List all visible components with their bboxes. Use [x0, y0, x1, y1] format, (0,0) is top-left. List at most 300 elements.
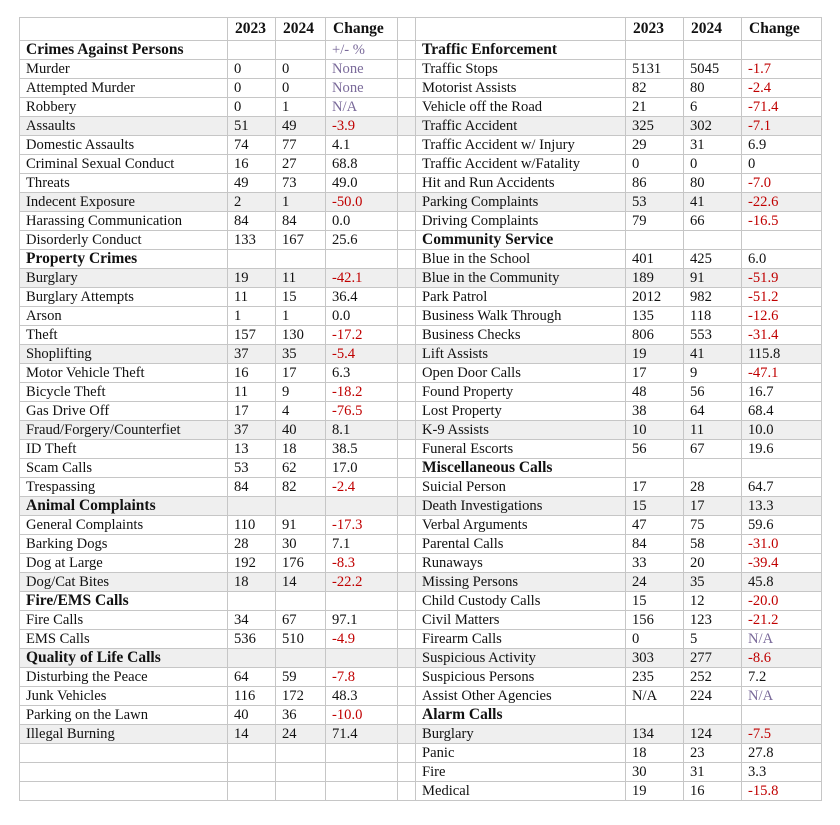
right-change-value: 19.6 — [742, 440, 822, 459]
right-value-2024: 64 — [684, 402, 742, 421]
right-value-2023: 53 — [626, 193, 684, 212]
column-gap — [398, 41, 416, 60]
right-change-value: 115.8 — [742, 345, 822, 364]
right-value-2023: 17 — [626, 364, 684, 383]
left-row-label: Bicycle Theft — [20, 383, 228, 402]
table-row — [20, 573, 822, 592]
table-row — [20, 174, 822, 193]
left-change-value — [326, 497, 398, 516]
column-gap — [398, 497, 416, 516]
table-row — [20, 383, 822, 402]
left-row-label: Barking Dogs — [20, 535, 228, 554]
left-value-2024: 17 — [276, 364, 326, 383]
right-value-2024: 80 — [684, 79, 742, 98]
right-row-label: Vehicle off the Road — [416, 98, 626, 117]
left-row-label: Criminal Sexual Conduct — [20, 155, 228, 174]
left-category-header — [20, 18, 228, 41]
right-row-label: Child Custody Calls — [416, 592, 626, 611]
left-row-label: Burglary Attempts — [20, 288, 228, 307]
left-change-value: 71.4 — [326, 725, 398, 744]
right-value-2024: 20 — [684, 554, 742, 573]
right-change-value — [742, 231, 822, 250]
right-row-label: Driving Complaints — [416, 212, 626, 231]
right-value-2024: 41 — [684, 193, 742, 212]
table-row — [20, 516, 822, 535]
left-change-value: 97.1 — [326, 611, 398, 630]
right-change-value: -8.6 — [742, 649, 822, 668]
right-value-2024: 31 — [684, 763, 742, 782]
left-value-2023: 16 — [228, 155, 276, 174]
table-row — [20, 459, 822, 478]
right-value-2023: 134 — [626, 725, 684, 744]
left-change-value: -7.8 — [326, 668, 398, 687]
table-row — [20, 725, 822, 744]
right-change-value: -7.1 — [742, 117, 822, 136]
right-value-2023 — [626, 706, 684, 725]
right-value-2023: 84 — [626, 535, 684, 554]
left-value-2023: 17 — [228, 402, 276, 421]
right-row-label: Business Checks — [416, 326, 626, 345]
column-gap — [398, 307, 416, 326]
right-value-2023: 18 — [626, 744, 684, 763]
right-value-2023 — [626, 459, 684, 478]
right-value-2024: 17 — [684, 497, 742, 516]
right-value-2024 — [684, 41, 742, 60]
left-value-2024: 67 — [276, 611, 326, 630]
right-value-2023: 15 — [626, 592, 684, 611]
right-row-label: Parking Complaints — [416, 193, 626, 212]
left-row-label: Disturbing the Peace — [20, 668, 228, 687]
left-change-value: 48.3 — [326, 687, 398, 706]
right-change-value: -15.8 — [742, 782, 822, 801]
column-gap — [398, 440, 416, 459]
left-row-label: Fire Calls — [20, 611, 228, 630]
left-change-value: -8.3 — [326, 554, 398, 573]
left-value-2024: 40 — [276, 421, 326, 440]
table-row — [20, 307, 822, 326]
left-value-2023: 157 — [228, 326, 276, 345]
left-row-label: Scam Calls — [20, 459, 228, 478]
left-value-2023: 37 — [228, 421, 276, 440]
left-value-2024: 172 — [276, 687, 326, 706]
right-row-label: Traffic Stops — [416, 60, 626, 79]
right-change-header: Change — [742, 18, 822, 41]
left-change-value: 68.8 — [326, 155, 398, 174]
left-row-label: Dog at Large — [20, 554, 228, 573]
left-value-2023: 536 — [228, 630, 276, 649]
left-change-value: 36.4 — [326, 288, 398, 307]
left-value-2023: 116 — [228, 687, 276, 706]
left-value-2024: 1 — [276, 193, 326, 212]
left-value-2023: 53 — [228, 459, 276, 478]
right-change-value: N/A — [742, 687, 822, 706]
left-value-2023: 11 — [228, 288, 276, 307]
column-gap — [398, 725, 416, 744]
left-value-2023: 18 — [228, 573, 276, 592]
left-value-2023: 37 — [228, 345, 276, 364]
right-value-2024: 16 — [684, 782, 742, 801]
left-value-2023: 1 — [228, 307, 276, 326]
right-change-value: 13.3 — [742, 497, 822, 516]
right-row-label: Park Patrol — [416, 288, 626, 307]
left-value-2024: 30 — [276, 535, 326, 554]
column-gap — [398, 98, 416, 117]
right-change-value: N/A — [742, 630, 822, 649]
left-row-label: Murder — [20, 60, 228, 79]
right-row-label: Open Door Calls — [416, 364, 626, 383]
right-change-value — [742, 41, 822, 60]
table-row — [20, 611, 822, 630]
right-row-label: Panic — [416, 744, 626, 763]
left-value-2023 — [228, 649, 276, 668]
left-value-2024: 1 — [276, 98, 326, 117]
right-change-value: 10.0 — [742, 421, 822, 440]
right-change-value: -7.0 — [742, 174, 822, 193]
right-row-label: Verbal Arguments — [416, 516, 626, 535]
left-value-2023: 13 — [228, 440, 276, 459]
right-value-2023: 5131 — [626, 60, 684, 79]
table-row — [20, 41, 822, 60]
left-row-label: Domestic Assaults — [20, 136, 228, 155]
left-change-value: 49.0 — [326, 174, 398, 193]
right-value-2023: 401 — [626, 250, 684, 269]
left-value-2024: 73 — [276, 174, 326, 193]
left-change-value: -17.2 — [326, 326, 398, 345]
left-value-2024: 77 — [276, 136, 326, 155]
right-value-2023: N/A — [626, 687, 684, 706]
right-value-2023: 303 — [626, 649, 684, 668]
right-row-label: Civil Matters — [416, 611, 626, 630]
left-value-2024: 0 — [276, 60, 326, 79]
left-value-2023 — [228, 592, 276, 611]
left-change-value: -5.4 — [326, 345, 398, 364]
table-row — [20, 250, 822, 269]
right-value-2023: 24 — [626, 573, 684, 592]
left-value-2024: 62 — [276, 459, 326, 478]
right-row-label: Business Walk Through — [416, 307, 626, 326]
right-change-value: -71.4 — [742, 98, 822, 117]
right-change-value: -31.4 — [742, 326, 822, 345]
left-value-2023: 49 — [228, 174, 276, 193]
right-change-value: 59.6 — [742, 516, 822, 535]
right-value-2023: 30 — [626, 763, 684, 782]
left-value-2024: 82 — [276, 478, 326, 497]
table-row — [20, 440, 822, 459]
column-gap — [398, 478, 416, 497]
left-change-value: -50.0 — [326, 193, 398, 212]
left-row-label: Arson — [20, 307, 228, 326]
left-row-label: Parking on the Lawn — [20, 706, 228, 725]
right-value-2023: 38 — [626, 402, 684, 421]
right-value-2024: 5 — [684, 630, 742, 649]
left-value-2024: 91 — [276, 516, 326, 535]
right-value-2024: 67 — [684, 440, 742, 459]
column-gap — [398, 649, 416, 668]
right-row-label: Traffic Accident — [416, 117, 626, 136]
police-statistics-table — [19, 17, 822, 801]
left-change-value: 7.1 — [326, 535, 398, 554]
left-change-value: 8.1 — [326, 421, 398, 440]
left-row-label: Harassing Communication — [20, 212, 228, 231]
table-row — [20, 497, 822, 516]
left-change-value: 25.6 — [326, 231, 398, 250]
left-value-2023: 19 — [228, 269, 276, 288]
left-row-label: Trespassing — [20, 478, 228, 497]
right-value-2024: 9 — [684, 364, 742, 383]
right-row-label: Firearm Calls — [416, 630, 626, 649]
right-change-value: -31.0 — [742, 535, 822, 554]
left-change-value: -3.9 — [326, 117, 398, 136]
right-section-heading: Community Service — [416, 231, 626, 250]
right-change-value: 27.8 — [742, 744, 822, 763]
left-change-value: +/- % — [326, 41, 398, 60]
right-value-2023: 235 — [626, 668, 684, 687]
right-value-2024: 5045 — [684, 60, 742, 79]
left-change-value: 0.0 — [326, 212, 398, 231]
right-change-value: 6.9 — [742, 136, 822, 155]
table-row — [20, 60, 822, 79]
table-row — [20, 630, 822, 649]
left-change-value — [326, 649, 398, 668]
column-gap — [398, 212, 416, 231]
table-row — [20, 326, 822, 345]
left-value-2024: 84 — [276, 212, 326, 231]
right-value-2023: 19 — [626, 345, 684, 364]
table-row — [20, 136, 822, 155]
right-row-label: Motorist Assists — [416, 79, 626, 98]
right-value-2024: 23 — [684, 744, 742, 763]
column-gap — [398, 117, 416, 136]
left-value-2024: 35 — [276, 345, 326, 364]
right-value-2023: 135 — [626, 307, 684, 326]
left-value-2024 — [276, 250, 326, 269]
left-row-label — [20, 763, 228, 782]
left-row-label: Disorderly Conduct — [20, 231, 228, 250]
table-row — [20, 744, 822, 763]
right-value-2024: 982 — [684, 288, 742, 307]
left-year-2024-header: 2024 — [276, 18, 326, 41]
right-value-2023: 0 — [626, 155, 684, 174]
left-section-heading: Crimes Against Persons — [20, 41, 228, 60]
right-row-label: Missing Persons — [416, 573, 626, 592]
column-gap — [398, 79, 416, 98]
column-gap — [398, 193, 416, 212]
left-change-header: Change — [326, 18, 398, 41]
left-value-2024 — [276, 592, 326, 611]
table-row — [20, 554, 822, 573]
left-value-2024: 130 — [276, 326, 326, 345]
right-value-2023: 79 — [626, 212, 684, 231]
column-gap — [398, 60, 416, 79]
left-value-2023: 2 — [228, 193, 276, 212]
right-change-value: 6.0 — [742, 250, 822, 269]
left-change-value: -18.2 — [326, 383, 398, 402]
right-value-2024 — [684, 231, 742, 250]
column-gap — [398, 592, 416, 611]
left-change-value — [326, 592, 398, 611]
left-value-2024: 14 — [276, 573, 326, 592]
left-change-value: N/A — [326, 98, 398, 117]
right-category-header — [416, 18, 626, 41]
left-row-label: EMS Calls — [20, 630, 228, 649]
table-row — [20, 79, 822, 98]
left-value-2024: 15 — [276, 288, 326, 307]
left-row-label: Assaults — [20, 117, 228, 136]
left-value-2024 — [276, 41, 326, 60]
right-change-value: 7.2 — [742, 668, 822, 687]
left-value-2023 — [228, 250, 276, 269]
right-value-2024 — [684, 459, 742, 478]
column-gap — [398, 402, 416, 421]
left-value-2024: 1 — [276, 307, 326, 326]
right-value-2024: 277 — [684, 649, 742, 668]
left-change-value: 4.1 — [326, 136, 398, 155]
right-value-2023: 17 — [626, 478, 684, 497]
column-gap — [398, 744, 416, 763]
right-value-2024: 425 — [684, 250, 742, 269]
column-gap — [398, 269, 416, 288]
right-change-value: 68.4 — [742, 402, 822, 421]
left-value-2023: 28 — [228, 535, 276, 554]
left-value-2024: 510 — [276, 630, 326, 649]
table-row — [20, 288, 822, 307]
left-value-2024: 24 — [276, 725, 326, 744]
table-row — [20, 402, 822, 421]
right-value-2023 — [626, 41, 684, 60]
right-row-label: Parental Calls — [416, 535, 626, 554]
right-value-2023 — [626, 231, 684, 250]
column-gap — [398, 250, 416, 269]
left-value-2023 — [228, 782, 276, 801]
right-row-label: Fire — [416, 763, 626, 782]
table-row — [20, 782, 822, 801]
column-gap — [398, 326, 416, 345]
right-change-value: -20.0 — [742, 592, 822, 611]
left-value-2023 — [228, 744, 276, 763]
table-row — [20, 763, 822, 782]
left-change-value: None — [326, 60, 398, 79]
right-row-label: Blue in the Community — [416, 269, 626, 288]
right-value-2023: 86 — [626, 174, 684, 193]
left-value-2024: 49 — [276, 117, 326, 136]
left-row-label: ID Theft — [20, 440, 228, 459]
column-gap — [398, 611, 416, 630]
right-row-label: Hit and Run Accidents — [416, 174, 626, 193]
right-change-value: -51.2 — [742, 288, 822, 307]
right-change-value: -2.4 — [742, 79, 822, 98]
left-change-value: 6.3 — [326, 364, 398, 383]
left-change-value: 38.5 — [326, 440, 398, 459]
right-value-2024: 66 — [684, 212, 742, 231]
left-value-2023: 192 — [228, 554, 276, 573]
left-change-value: -76.5 — [326, 402, 398, 421]
right-value-2024: 58 — [684, 535, 742, 554]
right-value-2024: 41 — [684, 345, 742, 364]
left-value-2024 — [276, 744, 326, 763]
table-row — [20, 687, 822, 706]
left-year-2023-header: 2023 — [228, 18, 276, 41]
column-gap — [398, 231, 416, 250]
column-gap — [398, 459, 416, 478]
right-row-label: Suspicious Persons — [416, 668, 626, 687]
right-change-value: 45.8 — [742, 573, 822, 592]
left-section-heading: Quality of Life Calls — [20, 649, 228, 668]
right-change-value: -39.4 — [742, 554, 822, 573]
right-value-2024: 6 — [684, 98, 742, 117]
table-row — [20, 193, 822, 212]
left-value-2023: 14 — [228, 725, 276, 744]
column-gap — [398, 668, 416, 687]
right-row-label: Suspicious Activity — [416, 649, 626, 668]
left-value-2024: 4 — [276, 402, 326, 421]
right-value-2023: 19 — [626, 782, 684, 801]
left-value-2024: 59 — [276, 668, 326, 687]
column-gap — [398, 155, 416, 174]
column-gap — [398, 706, 416, 725]
right-change-value: -7.5 — [742, 725, 822, 744]
table-row — [20, 117, 822, 136]
column-gap — [398, 345, 416, 364]
left-value-2023: 84 — [228, 478, 276, 497]
left-value-2023: 34 — [228, 611, 276, 630]
left-value-2024: 11 — [276, 269, 326, 288]
left-value-2023: 133 — [228, 231, 276, 250]
left-row-label: Junk Vehicles — [20, 687, 228, 706]
left-value-2023: 64 — [228, 668, 276, 687]
right-row-label: Suicial Person — [416, 478, 626, 497]
right-value-2023: 10 — [626, 421, 684, 440]
left-row-label: Gas Drive Off — [20, 402, 228, 421]
table-row — [20, 155, 822, 174]
right-section-heading: Miscellaneous Calls — [416, 459, 626, 478]
right-value-2024: 35 — [684, 573, 742, 592]
column-gap — [398, 516, 416, 535]
left-row-label: Motor Vehicle Theft — [20, 364, 228, 383]
right-row-label: K-9 Assists — [416, 421, 626, 440]
left-value-2024 — [276, 782, 326, 801]
left-row-label — [20, 744, 228, 763]
left-value-2023: 0 — [228, 60, 276, 79]
left-value-2024: 0 — [276, 79, 326, 98]
left-change-value: -22.2 — [326, 573, 398, 592]
right-value-2023: 21 — [626, 98, 684, 117]
left-change-value: -17.3 — [326, 516, 398, 535]
left-value-2024 — [276, 497, 326, 516]
right-change-value: -16.5 — [742, 212, 822, 231]
right-row-label: Traffic Accident w/Fatality — [416, 155, 626, 174]
right-value-2023: 82 — [626, 79, 684, 98]
left-value-2023: 11 — [228, 383, 276, 402]
right-change-value: -51.9 — [742, 269, 822, 288]
right-change-value: 3.3 — [742, 763, 822, 782]
left-row-label: Threats — [20, 174, 228, 193]
right-value-2024 — [684, 706, 742, 725]
column-gap — [398, 288, 416, 307]
left-change-value: -10.0 — [326, 706, 398, 725]
right-value-2024: 0 — [684, 155, 742, 174]
left-value-2023: 16 — [228, 364, 276, 383]
right-section-heading: Alarm Calls — [416, 706, 626, 725]
right-value-2024: 91 — [684, 269, 742, 288]
left-change-value: 0.0 — [326, 307, 398, 326]
left-value-2023 — [228, 497, 276, 516]
right-value-2024: 12 — [684, 592, 742, 611]
table-row — [20, 706, 822, 725]
column-gap — [398, 174, 416, 193]
column-gap — [398, 136, 416, 155]
left-change-value — [326, 763, 398, 782]
right-value-2024: 224 — [684, 687, 742, 706]
